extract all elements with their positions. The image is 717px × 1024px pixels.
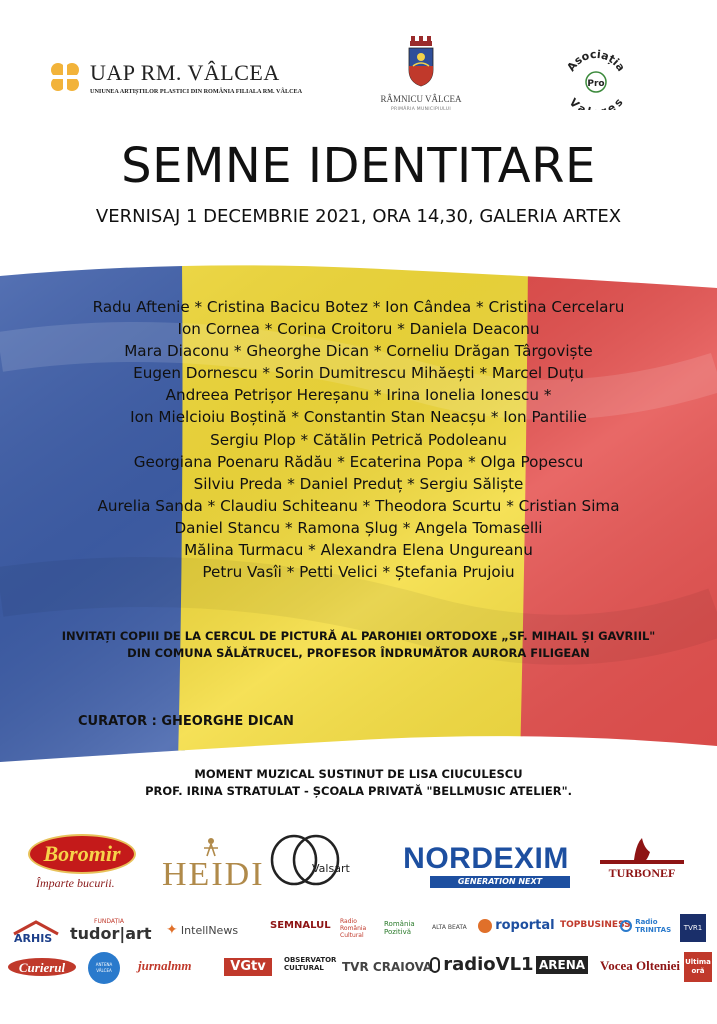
arena-logo: ARENA — [536, 956, 588, 974]
artist-line: Petru Vasîi * Petti Velici * Ștefania Prujoiu — [202, 563, 515, 582]
semnalul-logo: SEMNALUL — [270, 920, 331, 931]
tv-logo: TVR1 — [680, 914, 706, 942]
topbusiness-logo: TOPBUSINESS — [560, 920, 631, 930]
pro-valores-logo — [560, 48, 632, 110]
boromir-tagline: Împarte bucurii. — [36, 876, 115, 890]
svg-text:Asociația — [564, 48, 627, 74]
roportal-dot-icon — [478, 919, 492, 933]
city-subtitle: PRIMĂRIA MUNICIPIULUI — [391, 107, 451, 112]
heidi-logo — [162, 836, 265, 893]
roportal-logo — [478, 918, 555, 933]
assoc-bottom-text: Va es — [566, 95, 626, 110]
curierul-logo — [8, 958, 76, 980]
romania-pozitiva-logo: România Pozitivă — [384, 920, 415, 936]
trinitas-cross-icon — [620, 920, 632, 932]
radio-romania-logo: Radio România Cultural — [340, 918, 367, 939]
antena-valcea-logo: ANTENA VÂLCEA — [88, 952, 120, 984]
microphone-icon — [430, 957, 440, 973]
turbonef-word: TURBONEF — [608, 866, 676, 880]
alta-beata-logo: ALTA BEATA — [432, 924, 467, 931]
artist-line: Andreea Petrișor Hereșanu * Irina Ionelia Ionescu * — [165, 386, 552, 405]
artist-line: Daniel Stancu * Ramona Șlug * Angela Tomaselli — [174, 518, 543, 537]
heidi-word: HEIDI — [162, 856, 265, 893]
tvr-craiova-logo: TVR CRAIOVA — [342, 960, 433, 974]
invitation-text — [0, 628, 717, 662]
radio-vl1-logo — [430, 954, 534, 975]
radiovl1-word: radioVL1 — [443, 954, 534, 975]
artist-line: Ion Mielcioiu Boștină * Constantin Stan Neacșu * Ion Pantilie — [130, 408, 587, 427]
roportal-word: roportal — [495, 918, 555, 933]
uap-title: UAP RM. VÂLCEA — [90, 60, 280, 85]
ramnicu-valcea-logo — [376, 36, 466, 120]
boromir-logo — [28, 834, 140, 894]
city-crest-icon — [407, 36, 435, 90]
ultima-ora-logo: Ultima oră — [684, 952, 712, 982]
nordexim-word: NORDEXIM — [403, 842, 569, 875]
moment-line-1: MOMENT MUZICAL SUSTINUT DE LISA CIUCULESCU — [194, 767, 523, 781]
turbonef-mark — [600, 860, 684, 864]
turbonef-flame-icon — [634, 838, 650, 860]
curator-line: CURATOR : GHEORGHE DICAN — [78, 714, 294, 729]
assoc-mid-text: Pro — [587, 79, 605, 89]
moment-line-2: PROF. IRINA STRATULAT - ȘCOALA PRIVATĂ "BELLMUSIC ATELIER". — [145, 784, 572, 798]
artist-line: Georgiana Poenaru Rădău * Ecaterina Popa * Olga Popescu — [133, 452, 584, 471]
arhis-logo — [10, 920, 62, 946]
radio-trinitas-logo — [620, 918, 672, 934]
uap-subtitle: UNIUNEA ARTIȘTILOR PLASTICI DIN ROMÂNIA FILIALA RM. VÂLCEA — [90, 88, 303, 95]
assoc-top-text: Asociația — [564, 48, 628, 74]
jurnalmm-logo: jurnalmm — [138, 958, 192, 973]
boromir-word: Boromir — [43, 841, 121, 866]
vgtv-logo: VGtv — [224, 958, 272, 976]
page-title: SEMNE IDENTITARE — [121, 138, 596, 194]
intellnews-logo — [166, 922, 238, 938]
arhis-word: ARHIS — [14, 932, 53, 945]
artist-line: Sergiu Plop * Cătălin Petrică Podoleanu — [210, 430, 507, 449]
vocea-olteniei-logo: Vocea Olteniei — [600, 958, 681, 973]
turbonef-logo — [600, 836, 684, 884]
artist-line: Aurelia Sanda * Claudiu Schiteanu * Theodora Scurtu * Cristian Sima — [97, 496, 620, 515]
valsart-word: Valsart — [312, 862, 350, 875]
artist-line: Eugen Dornescu * Sorin Dumitrescu Mihăești * Marcel Duțu — [133, 364, 584, 383]
nordexim-logo — [402, 842, 572, 888]
invitation-line-1: INVITAȚI COPIII DE LA CERCUL DE PICTURĂ AL PAROHIEI ORTODOXE „SF. MIHAIL ȘI GAVRIIL" — [61, 629, 656, 643]
svg-text:Valores — [567, 95, 626, 110]
artists-list — [0, 296, 717, 583]
vernisaj-line: VERNISAJ 1 DECEMBRIE 2021, ORA 14,30, GALERIA ARTEX — [95, 206, 622, 227]
uap-flower-icon — [48, 60, 82, 94]
artist-line: Silviu Preda * Daniel Preduț * Sergiu Săliște — [193, 474, 524, 493]
trinitas-word: Radio TRINITAS — [635, 918, 672, 934]
observator-cultural-logo: OBSERVATOR CULTURAL — [284, 956, 337, 972]
uap-logo — [48, 60, 318, 104]
musical-moment — [0, 766, 717, 800]
intellnews-word: IntellNews — [180, 924, 239, 937]
nordexim-tagline: GENERATION NEXT — [457, 877, 543, 886]
intellnews-mark-icon: ✦ — [166, 922, 178, 938]
artist-line: Radu Aftenie * Cristina Bacicu Botez * Ion Cândea * Cristina Cercelaru — [92, 298, 625, 316]
valsart-logo — [268, 834, 378, 892]
tudor-word: tudor|art — [70, 924, 152, 943]
curierul-word: Curierul — [18, 960, 66, 975]
heidi-figure-icon — [200, 836, 222, 858]
tudor-small: FUNDAȚIA — [94, 918, 125, 925]
invitation-line-2: DIN COMUNA SĂLĂTRUCEL, PROFESOR ÎNDRUMĂTOR AURORA FILIGEAN — [127, 646, 590, 660]
artist-line: Mălina Turmacu * Alexandra Elena Ungureanu — [184, 541, 533, 560]
city-name: RÂMNICU VÂLCEA — [380, 94, 462, 104]
artist-line: Mara Diaconu * Gheorghe Dican * Corneliu Drăgan Târgoviște — [124, 342, 593, 361]
artist-line: Ion Cornea * Corina Croitoru * Daniela Deaconu — [177, 320, 540, 339]
